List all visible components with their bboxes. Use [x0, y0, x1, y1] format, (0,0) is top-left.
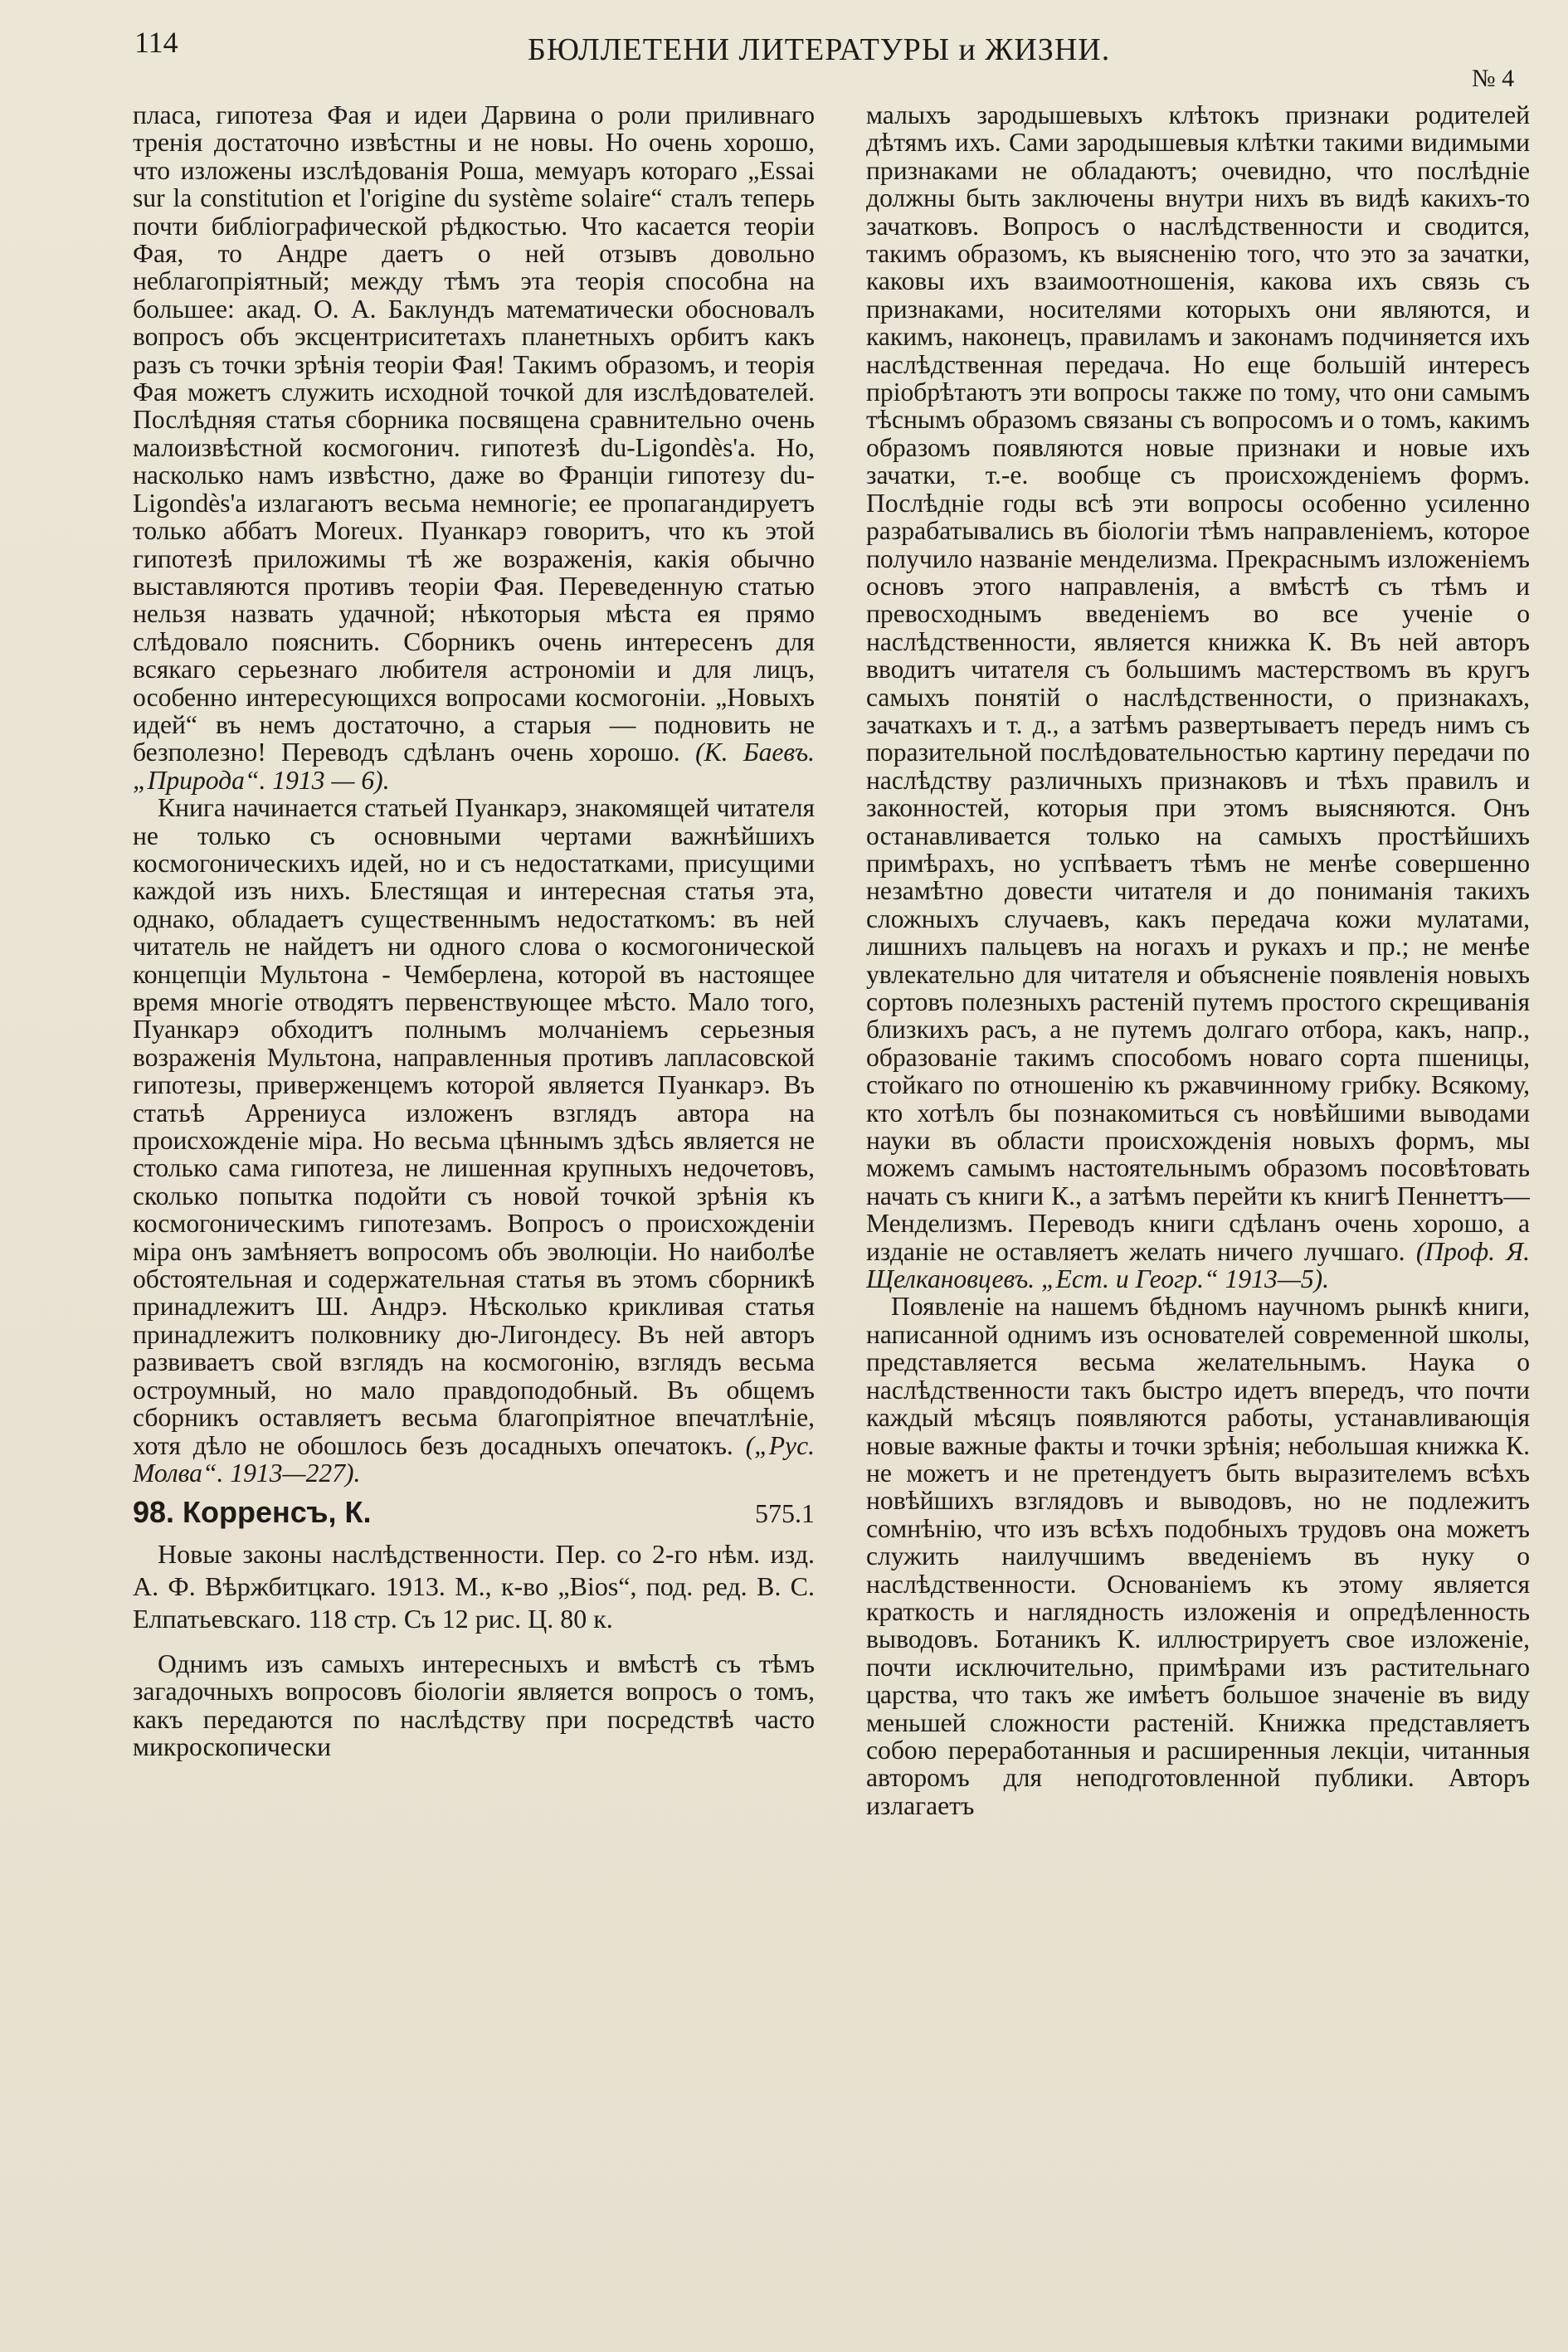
paragraph: Однимъ изъ самыхъ интересныхъ и вмѣстѣ съ тѣмъ загадочныхъ вопросовъ біологіи является вопросъ о томъ, какъ передаются по наслѣдству при посредствѣ часто микроскопически — [133, 1648, 815, 1761]
entry-classification: 575.1 — [755, 1498, 815, 1529]
left-column — [133, 101, 815, 2345]
paragraph-text: пласа, гипотеза Фая и идеи Дарвина о роли приливнаго тренія достаточно извѣстны и не новы. Но очень хорошо, что изложены изслѣдованія Роша, мемуаръ котораго „Essai sur la constitution et l'origine du système solaire“ сталъ теперь почти библiографической рѣдкостью. Что касается теоріи Фая, то Андре даетъ о ней отзывъ довольно неблагопріятный; между тѣмъ эта теорія способна на большее: акад. О. А. Баклундъ математически обосновалъ вопросъ объ эксцентриситетахъ планетныхъ орбитъ какъ разъ съ точки зрѣнія теоріи Фая! Такимъ образомъ, и теорія Фая можетъ служить исходной точкой для изслѣдователей. Послѣдняя статья сборника посвящена сравнительно очень малоизвѣстной космогонич. гипотезѣ du-Ligondès'a. Но, насколько намъ извѣстно, даже во Франціи гипотезу du-Ligondès'a излагаютъ весьма немногіе; ее пропагандируетъ только аббатъ Moreux. Пуанкарэ говоритъ, что къ этой гипотезѣ приложимы тѣ же возраженія, какія обычно выставляются противъ теоріи Фая. Переведенную статью нельзя назвать удачной; нѣкоторыя мѣста ея прямо слѣдовало пояснить. Сборникъ очень интересенъ для всякаго серьезнаго любителя астрономіи и для лицъ, особенно интересующихся вопросами космогоніи. „Новыхъ идей“ въ немъ достаточно, а старыя — подновить не безполезно! Переводъ сдѣланъ очень хорошо. — [133, 101, 815, 767]
paragraph — [133, 794, 815, 1487]
citation: („Рус. Молва“. 1913—227). — [133, 1430, 815, 1488]
issue-number: № 4 — [1472, 65, 1515, 92]
entry-title: 98. Корренсъ, К. — [133, 1495, 372, 1530]
entry-heading — [133, 1495, 815, 1530]
running-title: БЮЛЛЕТЕНИ ЛИТЕРАТУРЫ и ЖИЗНИ. — [528, 32, 1111, 67]
page-header — [0, 0, 1568, 92]
paragraph — [866, 101, 1530, 1293]
citation: (К. Баевъ. „Природа“. 1913 — 6). — [133, 738, 815, 795]
page-number: 114 — [134, 26, 178, 59]
paragraph: Появленіе на нашемъ бѣдномъ научномъ рынкѣ книги, написанной однимъ изъ основателей современной школы, представляется весьма желательнымъ. Наука о наслѣдственности такъ быстро идетъ впередъ, что почти каждый мѣсяцъ появляются работы, устанавливающія новые важные факты и точки зрѣнія; небольшая книжка К. не можетъ и не претендуетъ быть выразителемъ всѣхъ новѣйшихъ взглядовъ и выводовъ, но не подлежитъ сомнѣнію, что изъ всѣхъ подобныхъ трудовъ она можетъ служить наилучшимъ введеніемъ въ нуку о наслѣдственности. Основаніемъ къ этому является краткость и наглядность изложенія и опредѣленность выводовъ. Ботаникъ К. иллюстрируетъ свое изложеніе, почти исключительно, примѣрами изъ растительнаго царства, что такъ же имѣетъ большое значеніе въ виду меньшей сложности растеній. Книжка представляетъ собою переработанныя и расширенныя лекціи, читанныя авторомъ для неподготовленной публики. Авторъ излагаетъ — [866, 1292, 1530, 1820]
right-column — [866, 101, 1530, 2345]
paragraph-text: малыхъ зародышевыхъ клѣтокъ признаки родителей дѣтямъ ихъ. Сами зародышевыя клѣтки такими видимыми признаками не обладаютъ; очевидно, что послѣдніе должны быть заключены внутри нихъ въ видѣ какихъ-то зачатковъ. Вопросъ о наслѣдственности и сводится, такимъ образомъ, къ выясненію того, что это за зачатки, каковы ихъ взаимоотношенія, какова ихъ связь съ признаками, носителями которыхъ они являются, и какимъ, наконецъ, правиламъ и законамъ подчиняется ихъ наслѣдственная передача. Но еще большій интересъ пріобрѣтаютъ эти вопросы также по тому, что они самымъ тѣснымъ образомъ связаны съ вопросомъ и о томъ, какимъ образомъ появляются новые признаки и новые ихъ зачатки, т.-е. вообще съ происхожденіемъ формъ. Послѣдніе годы всѣ эти вопросы особенно усиленно разрабатывались въ біологіи тѣмъ направленіемъ, которое получило названіе менделизма. Прекраснымъ изложеніемъ основъ этого направленія, а вмѣстѣ съ тѣмъ и превосходнымъ введеніемъ во все ученіе о наслѣдственности, является книжка К. Въ ней авторъ вводитъ читателя съ большимъ мастерствомъ въ кругъ самыхъ понятій о наслѣдственности, о признакахъ, зачаткахъ и т. д., а затѣмъ развертываетъ передъ нимъ съ поразительной послѣдовательностью картину передачи по наслѣдству различныхъ признаковъ и тѣхъ правилъ и законностей, которыя при этомъ выясняются. Онъ останавливается только на самыхъ простѣйшихъ примѣрахъ, но успѣваетъ тѣмъ не менѣе совершенно незамѣтно довести читателя и до пониманія такихъ сложныхъ случаевъ, какъ передача кожи мулатами, лишнихъ пальцевъ на ногахъ и рукахъ и пр.; не менѣе увлекательно для читателя и объясненіе появленія новыхъ сортовъ полезныхъ растеній путемъ простого скрещиванія близкихъ расъ, а не путемъ долгаго отбора, какъ, напр., образованіе такимъ способомъ новаго сорта пшеницы, стойкаго по отношенію къ ржавчинному грибку. Всякому, кто хотѣлъ бы познакомиться съ новѣйшими выводами науки въ области происхожденія новыхъ формъ, мы можемъ самымъ настоятельнымъ образомъ посовѣтовать начать съ книги К., а затѣмъ перейти къ книгѣ Пеннеттъ—Менделизмъ. Переводъ книги сдѣланъ очень хорошо, а изданіе не оставляетъ желать ничего лучшаго. — [866, 101, 1530, 1266]
paragraph-text: Книга начинается статьей Пуанкарэ, знакомящей читателя не только съ основными чертами важнѣйшихъ космогоническихъ идей, но и съ недостатками, присущими каждой изъ нихъ. Блестящая и интересная статья эта, однако, обладаетъ существеннымъ недостаткомъ: въ ней читатель не найдетъ ни одного слова о космогонической концепціи Мультона - Чемберлена, которой въ настоящее время многіе отводятъ первенствующее мѣсто. Мало того, Пуанкарэ обходитъ полнымъ молчаніемъ серьезныя возраженія Мультона, направленныя противъ лапласовской гипотезы, приверженцемъ которой является Пуанкарэ. Въ статьѣ Аррениуса изложенъ взглядъ автора на происхожденіе міра. Но весьма цѣннымъ здѣсь является не столько сама гипотеза, не лишенная крупныхъ недочетовъ, сколько попытка подойти съ новой точкой зрѣнія къ космогоническимъ гипотезамъ. Вопросъ о происхожденіи міра онъ замѣняетъ вопросомъ объ эволюціи. Но наиболѣе обстоятельная и содержательная статья въ этомъ сборникѣ принадлежитъ Ш. Андрэ. Нѣсколько крикливая статья принадлежитъ полковнику дю-Лигондесу. Въ ней авторъ развиваетъ свой взглядъ на космогонію, взглядъ весьма остроумный, но мало правдоподобный. Въ общемъ сборникъ оставляетъ весьма благопріятное впечатлѣніе, хотя дѣло не обошлось безъ досадныхъ опечатокъ. — [133, 793, 815, 1460]
bibliographic-description: Новые законы наслѣдственности. Пер. со 2-го нѣм. изд. А. Ф. Вѣржбитцкаго. 1913. М., к-во „Bios“, под. ред. В. С. Елпатьевскаго. 118 стр. Съ 12 рис. Ц. 80 к. — [133, 1538, 815, 1634]
paragraph — [133, 101, 815, 794]
citation: (Проф. Я. Щелкановцевъ. „Ест. и Геогр.“ 1913—5). — [866, 1236, 1530, 1294]
